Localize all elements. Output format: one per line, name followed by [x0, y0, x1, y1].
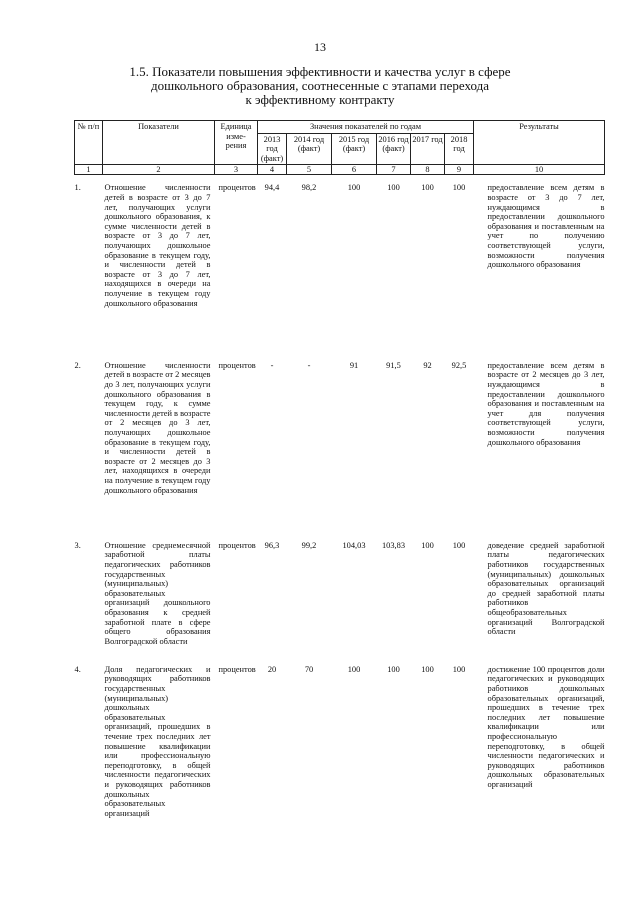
header-year-2013: 2013 год (факт): [258, 133, 287, 165]
row-number: 3.: [74, 540, 81, 550]
header-year-2014: 2014 год (факт): [287, 133, 332, 165]
col-number: 9: [445, 165, 474, 175]
value-2017: 100: [421, 183, 434, 193]
value-2017: 100: [421, 664, 434, 674]
row-number: 1.: [74, 183, 81, 193]
row-indicator: Отношение среднемесячной заработной платы педагогических работников государственных (муниципальных) образовательных организаций дошкольного образования к средней заработной плате в сфере общего образования Волгоградской области: [104, 540, 211, 646]
value-2014: 99,2: [301, 540, 317, 550]
value-2018: 100: [452, 183, 466, 193]
col-number: 10: [474, 165, 605, 175]
col-number: 1: [75, 165, 103, 175]
header-values-group: Значения показателей по годам: [258, 121, 474, 134]
header-results: Результаты: [474, 121, 605, 165]
value-2016: 100: [387, 664, 400, 674]
header-num: № п/п: [75, 121, 103, 165]
header-year-2017: 2017 год: [411, 133, 445, 165]
row-unit: процентов: [218, 360, 256, 370]
value-2016: 103,83: [381, 540, 406, 550]
row-unit: процентов: [218, 183, 256, 193]
title-line-1: 1.5. Показатели повышения эффективности и качества услуг в сфере: [129, 64, 511, 79]
value-2013: -: [270, 360, 274, 370]
page-title: [70, 65, 570, 107]
title-line-2: дошкольного образования, соотнесенные с этапами перехода: [150, 78, 490, 93]
row-unit: процентов: [218, 540, 256, 550]
value-2017: 100: [421, 540, 434, 550]
title-line-3: к эффективному контракту: [245, 92, 395, 107]
col-number: 3: [215, 165, 258, 175]
value-2015: 104,03: [342, 540, 366, 550]
row-result: доведение средней заработной платы педагогических работников государственных (муниципальных) дошкольных образовательных организаций до средней заработной платы работников общеобразовательных организаций Волгоградской области: [487, 540, 605, 637]
row-indicator: Доля педагогических и руководящих работников государственных (муниципальных) дошкольных образовательных организаций, прошедших в течение трех последних лет повышение квалификации или профессиональную переподготовку, в общей численности педагогических и руководящих работников дошкольных образовательных организаций: [104, 664, 211, 818]
col-number: 8: [411, 165, 445, 175]
value-2018: 100: [452, 664, 466, 674]
col-number: 4: [258, 165, 287, 175]
col-number: 7: [377, 165, 411, 175]
value-2015: 100: [347, 183, 361, 193]
value-2013: 96,3: [264, 540, 280, 550]
value-2013: 94,4: [264, 183, 280, 193]
value-2016: 91,5: [386, 360, 401, 370]
row-number: 4.: [74, 664, 81, 674]
indicators-table: [74, 120, 605, 822]
value-2015: 100: [347, 664, 361, 674]
header-year-2015: 2015 год (факт): [332, 133, 377, 165]
row-result: достижение 100 процентов доли педагогических и руководящих работников дошкольных образовательных организаций, прошедших в течение трех последних лет повышение квалификации или профессиональную переподготовку, в общей численности педагогических и руководящих работников дошкольных образовательных организаций: [487, 664, 605, 789]
value-2018: 100: [452, 540, 466, 550]
row-result: предоставление всем детям в возрасте от 2 месяцев до 3 лет, нуждающимся в предоставлении дошкольного образования и поставленным на учет для получения соответствующей услуги, возможности получения дошкольного образования: [487, 360, 605, 447]
row-result: предоставление всем детям в возрасте от 3 до 7 лет, нуждающимся в предоставлении дошкольного образования и поставленным на учет по получению соответствующей услуги, возможности получения дошкольного образования: [487, 183, 605, 270]
table-row: [75, 353, 605, 533]
col-number: 5: [287, 165, 332, 175]
header-year-2018: 2018 год: [445, 133, 474, 165]
value-2014: 98,2: [301, 183, 317, 193]
page-number: 13: [314, 40, 326, 54]
value-2018: 92,5: [451, 360, 467, 370]
value-2017: 92: [423, 360, 432, 370]
value-2016: 100: [387, 183, 400, 193]
table-row: [75, 533, 605, 657]
table-row: [75, 175, 605, 353]
header-unit: Единица изме-рения: [215, 121, 258, 165]
col-number: 6: [332, 165, 377, 175]
col-number: 2: [103, 165, 215, 175]
table-header: [75, 121, 605, 175]
row-indicator: Отношение численности детей в возрасте от 2 месяцев до 3 лет, получающих услуги дошкольного образования в текущем году, к сумме численности детей в возрасте от 2 месяцев до 3 лет, получающих дошкольное образование в текущем году, и численности детей в возрасте от 2 месяцев до 3 лет, находящихся в очереди на получение в текущем году дошкольного образования: [104, 360, 211, 495]
value-2015: 91: [349, 360, 359, 370]
table-row: [75, 657, 605, 823]
value-2014: -: [307, 360, 311, 370]
row-unit: процентов: [218, 664, 256, 674]
row-number: 2.: [74, 360, 81, 370]
value-2014: 70: [304, 664, 314, 674]
row-indicator: Отношение численности детей в возрасте от 3 до 7 лет, получающих услуги дошкольного образования, к сумме численности детей в возрасте от 3 до 7 лет, получающих дошкольное образование в текущем году, и численности детей в возрасте от 3 до 7 лет, находящихся в очереди на получение в текущем году дошкольного образования: [104, 183, 211, 308]
header-indicator: Показатели: [103, 121, 215, 165]
value-2013: 20: [267, 664, 277, 674]
header-year-2016: 2016 год (факт): [377, 133, 411, 165]
